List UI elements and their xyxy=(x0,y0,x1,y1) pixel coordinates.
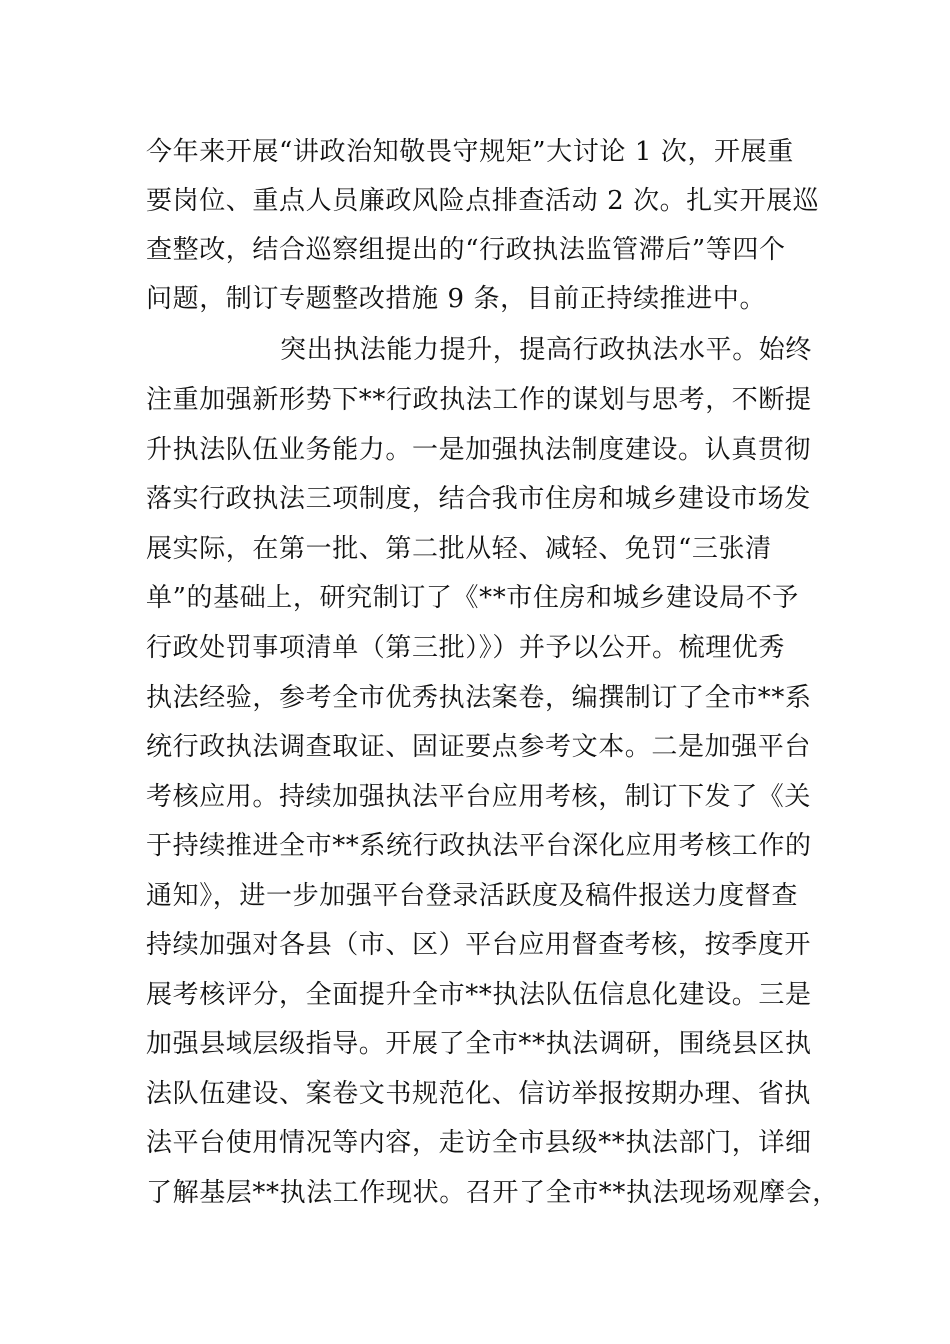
text-line: 单”的基础上，研究制订了《**市住房和城乡建设局不予 xyxy=(146,583,799,613)
text-line: 问题，制订专题整改措施 9 条，目前正持续推进中。 xyxy=(146,284,767,314)
text-line: 于持续推进全市**系统行政执法平台深化应用考核工作的 xyxy=(146,831,812,861)
text-line: 执法经验，参考全市优秀执法案卷，编撰制订了全市**系 xyxy=(146,683,812,713)
text-line: 展考核评分，全面提升全市**执法队伍信息化建设。三是 xyxy=(146,980,812,1010)
text-line: 法平台使用情况等内容，走访全市县级**执法部门，详细 xyxy=(146,1128,812,1158)
text-line: 要岗位、重点人员廉政风险点排查活动 2 次。扎实开展巡 xyxy=(146,186,820,216)
paragraph-first-line: 突出执法能力提升，提高行政执法水平。始终 xyxy=(280,335,813,365)
text-line: 行政处罚事项清单（第三批）》）并予以公开。梳理优秀 xyxy=(146,633,786,663)
text-line: 加强县域层级指导。开展了全市**执法调研，围绕县区执 xyxy=(146,1029,812,1059)
text-line: 今年来开展“讲政治知敬畏守规矩”大讨论 1 次，开展重 xyxy=(146,137,794,167)
text-line: 统行政执法调查取证、固证要点参考文本。二是加强平台 xyxy=(146,732,812,762)
text-line: 展实际，在第一批、第二批从轻、减轻、免罚“三张清 xyxy=(146,534,772,564)
text-line: 持续加强对各县（市、区）平台应用督查考核，按季度开 xyxy=(146,930,812,960)
text-line: 升执法队伍业务能力。一是加强执法制度建设。认真贯彻 xyxy=(146,435,812,465)
text-line: 落实行政执法三项制度，结合我市住房和城乡建设市场发 xyxy=(146,484,812,514)
text-line: 通知》，进一步加强平台登录活跃度及稿件报送力度督查 xyxy=(146,881,799,911)
text-line: 考核应用。持续加强执法平台应用考核，制订下发了《关 xyxy=(146,782,812,812)
text-line: 注重加强新形势下**行政执法工作的谋划与思考，不断提 xyxy=(146,385,812,415)
text-line: 查整改，结合巡察组提出的“行政执法监管滞后”等四个 xyxy=(146,235,786,265)
text-line: 了解基层**执法工作现状。召开了全市**执法现场观摩会， xyxy=(146,1178,839,1208)
text-line: 法队伍建设、案卷文书规范化、信访举报按期办理、省执 xyxy=(146,1079,812,1109)
